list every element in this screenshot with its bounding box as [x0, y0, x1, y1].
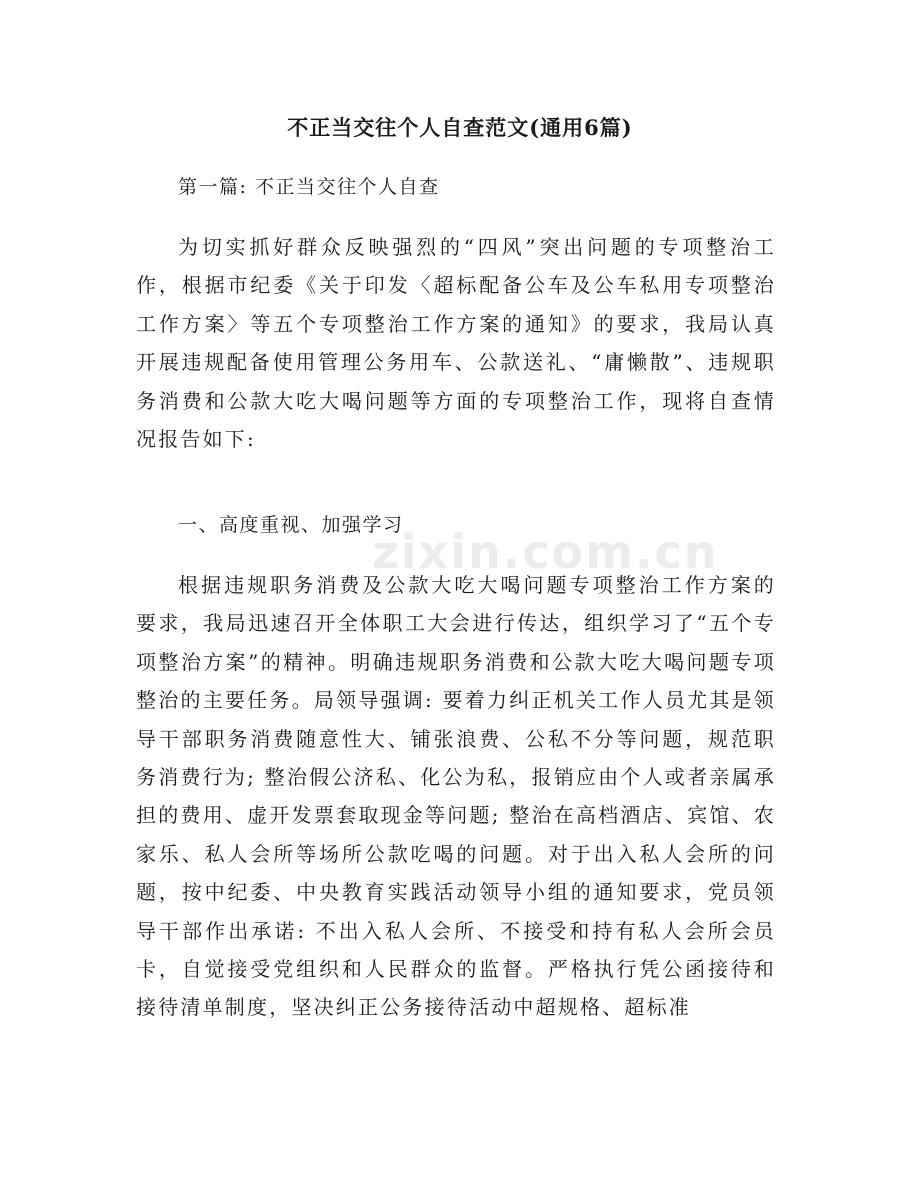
body-paragraph: 根据违规职务消费及公款大吃大喝问题专项整治工作方案的要求，我局迅速召开全体职工大会进行传达，组织学习了“五个专项整治方案”的精神。明确违规职务消费和公款大吃大喝问题专项整治的主要任务。局领导强调: 要着力纠正机关工作人员尤其是领导干部职务消费随意性大、铺张浪费、公私不分等问题，规范职务消费行为; 整治假公济私、化公为私，报销应由个人或者亲属承担的费用、虚开发票套取现金等问题; 整治在高档酒店、宾馆、农家乐、私人会所等场所公款吃喝的问题。对于出入私人会所的问题，按中纪委、中央教育实践活动领导小组的通知要求，党员领导干部作出承诺: 不出入私人会所、不接受和持有私人会所会员卡，自觉接受党组织和人民群众的监督。严格执行凭公函接待和接待清单制度，坚决纠正公务接待活动中超规格、超标准	[136, 573, 776, 1020]
subheading: 一、高度重视、加强学习	[178, 514, 404, 536]
body-paragraph: 为切实抓好群众反映强烈的“四风”突出问题的专项整治工作，根据市纪委《关于印发〈超标配备公车及公车私用专项整治工作方案〉等五个专项整治工作方案的通知》的要求，我局认真开展违规配备使用管理公务用车、公款送礼、“庸懒散”、违规职务消费和公款大吃大喝问题等方面的专项整治工作，现将自查情况报告如下:	[136, 235, 776, 452]
watermark: zixin.com.cn	[372, 525, 719, 579]
section-heading: 第一篇: 不正当交往个人自查	[178, 176, 440, 198]
document-title: 不正当交往个人自查范文(通用6篇)	[287, 115, 633, 140]
